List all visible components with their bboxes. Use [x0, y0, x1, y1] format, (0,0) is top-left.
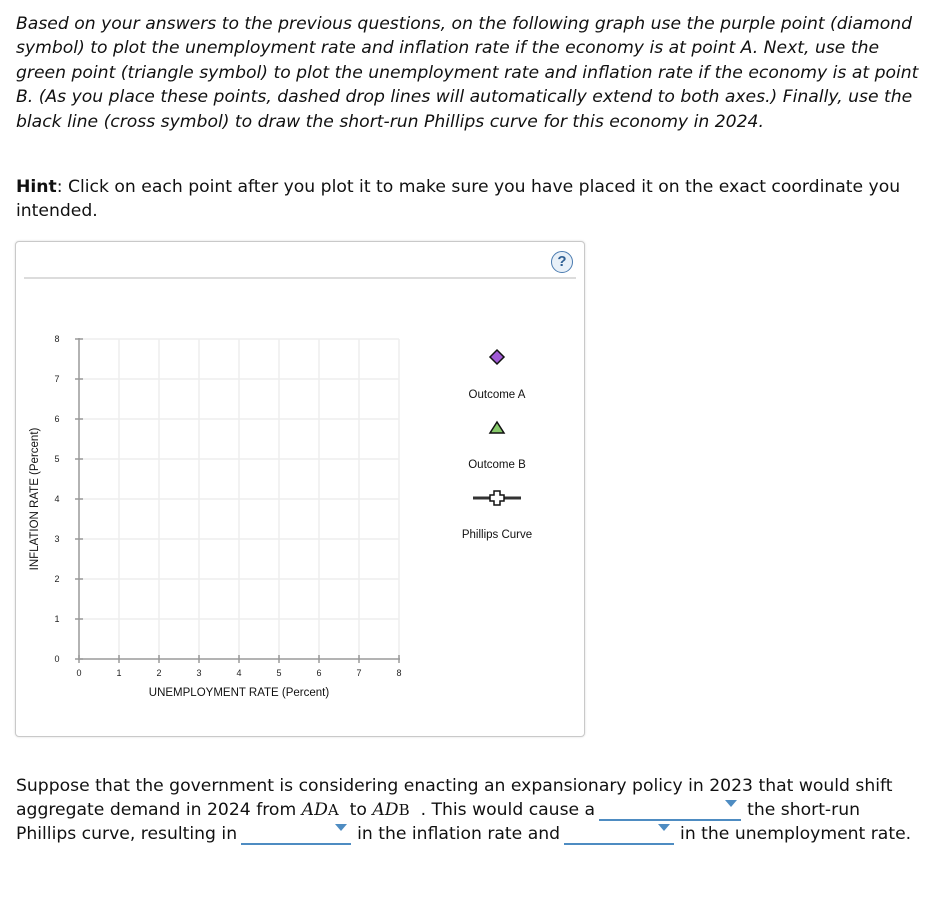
chevron-down-icon: [725, 800, 737, 807]
x-tick-label: 4: [236, 668, 242, 678]
ad-b-sub: B: [398, 801, 410, 819]
x-tick-label: 7: [356, 668, 362, 678]
y-tick-label: 0: [54, 654, 60, 664]
ad-b-label: [372, 800, 409, 820]
y-tick-label: 3: [54, 534, 60, 544]
y-tick-label: 5: [54, 454, 60, 464]
question-part5: in the unemployment rate.: [680, 824, 912, 844]
x-tick-label: 6: [316, 668, 322, 678]
question-text: [16, 774, 921, 846]
hint-text: [16, 175, 921, 224]
ad-a-main: AD: [301, 800, 328, 820]
x-tick-label: 8: [396, 668, 402, 678]
x-tick-label: 2: [156, 668, 162, 678]
x-tick-label: 1: [116, 668, 122, 678]
shift-direction-dropdown[interactable]: [599, 799, 741, 821]
chevron-down-icon: [335, 824, 347, 831]
y-tick-label: 8: [54, 334, 60, 344]
hint-body: : Click on each point after you plot it to make sure you have placed it on the exact coordinate you intended.: [16, 177, 901, 222]
question-part4: in the inflation rate and: [357, 824, 561, 844]
y-tick-label: 7: [54, 374, 60, 384]
x-tick-label: 3: [196, 668, 202, 678]
instructions-text: Based on your answers to the previous questions, on the following graph use the purple point (diamond symbol) to plot the unemployment rate and inflation rate if the economy is at point A. Next, use the green point (triangle symbol) to plot the unemployment rate and inflation rate if the economy is at point B. (As you place these points, dashed drop lines will automatically extend to both axes.) Finally, use the black line (cross symbol) to draw the short-run Phillips curve for this economy in 2024.: [16, 14, 919, 132]
ad-a-sub: A: [327, 801, 339, 819]
y-tick-label: 4: [54, 494, 60, 504]
question-part1: Suppose that the government is considering enacting an expansionary policy in 2023 that would shift aggregate demand in 2024 from: [16, 776, 893, 820]
legend-label-outcome-b: Outcome B: [468, 459, 526, 471]
hint-label: Hint: [16, 177, 57, 197]
legend-label-phillips-curve: Phillips Curve: [461, 529, 533, 541]
phillips-curve-graph[interactable]: [16, 242, 584, 736]
chevron-down-icon: [658, 824, 670, 831]
y-tick-label: 6: [54, 414, 60, 424]
unemployment-change-dropdown[interactable]: [564, 823, 674, 845]
graph-panel[interactable]: [15, 241, 585, 737]
help-icon: ?: [557, 253, 567, 270]
question-part3: the short-run Phillips curve, resulting in: [16, 800, 860, 844]
x-tick-label: 0: [76, 668, 82, 678]
y-tick-label: 1: [54, 614, 60, 624]
y-axis-title: INFLATION RATE (Percent): [29, 427, 41, 571]
x-tick-label: 5: [276, 668, 282, 678]
x-axis-title: UNEMPLOYMENT RATE (Percent): [148, 687, 330, 699]
triangle-icon[interactable]: [490, 422, 504, 433]
y-tick-label: 2: [54, 574, 60, 584]
ad-b-main: AD: [372, 800, 399, 820]
cross-icon[interactable]: [490, 491, 504, 505]
question-part2: . This would cause a: [420, 800, 596, 820]
ad-a-label: [302, 800, 339, 820]
diamond-icon[interactable]: [490, 350, 504, 364]
question-to: to: [349, 800, 367, 820]
legend-label-outcome-a: Outcome A: [468, 389, 526, 401]
inflation-change-dropdown[interactable]: [241, 823, 351, 845]
